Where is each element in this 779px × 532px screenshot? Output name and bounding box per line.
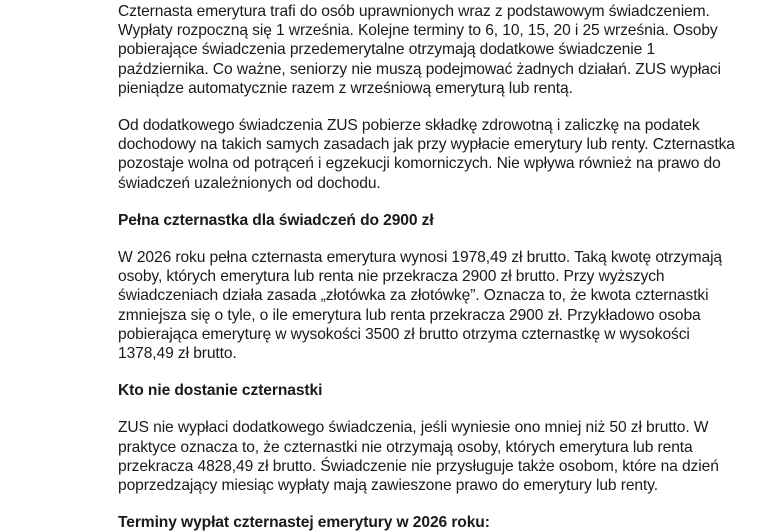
text-line: października. Co ważne, seniorzy nie muszą podejmować żadnych działań. ZUS wypłaci [118,60,721,78]
text-line: Wypłaty rozpoczną się 1 września. Kolejne terminy to 6, 10, 15, 20 i 25 września. Osoby [118,22,718,40]
text-line: przekracza 4828,49 zł brutto. Świadczenie nie przysługuje także osobom, które na dzień [118,457,719,475]
text-line: poprzedzający miesiąc wypłaty mają zawieszone prawo do emerytury lub renty. [118,477,658,495]
text-line: praktyce oznacza to, że czternastki nie otrzymają osoby, których emerytura lub renta [118,438,693,456]
text-line: dochodowy na takich samych zasadach jak przy wypłacie emerytury lub renty. Czternastka [118,136,735,154]
text-line: zmniejsza się o tyle, o ile emerytura lub renta przekracza 2900 zł. Przykładowo osoba [118,306,701,324]
text-line: pieniądze automatycznie razem z wrześniową emeryturą lub rentą. [118,79,573,97]
article-body [118,2,735,532]
text-line: Czternasta emerytura trafi do osób uprawnionych wraz z podstawowym świadczeniem. [118,3,710,20]
paragraph-deductions [118,116,735,193]
paragraph-payment-dates [118,2,721,98]
text-line: pobierające świadczenia przedemerytalne otrzymają dodatkowe świadczenie 1 [118,41,656,59]
text-line: W 2026 roku pełna czternasta emerytura wynosi 1978,49 zł brutto. Taką kwotę otrzymają [118,249,723,267]
text-line: świadczeń uzależnionych od dochodu. [118,174,381,192]
section-heading-payment-schedule: Terminy wypłat czternastej emerytury w 2026 roku: [118,514,490,532]
text-line: ZUS nie wypłaci dodatkowego świadczenia, jeśli wyniesie ono mniej niż 50 zł brutto. W [118,419,709,437]
section-heading-not-eligible: Kto nie dostanie czternastki [118,382,323,400]
text-line: 1378,49 zł brutto. [118,345,237,363]
paragraph-full-amount [118,248,723,363]
text-line: osoby, których emerytura lub renta nie przekracza 2900 zł brutto. Przy wyższych [118,268,665,286]
paragraph-not-eligible [118,418,718,495]
text-line: pobierająca emeryturę w wysokości 3500 zł brutto otrzyma czternastkę w wysokości [118,325,690,343]
text-line: świadczeniach działa zasada „złotówka za złotówkę”. Oznacza to, że kwota czternastki [118,287,709,305]
section-heading-full-amount: Pełna czternastka dla świadczeń do 2900 zł [118,211,434,229]
text-line: Od dodatkowego świadczenia ZUS pobierze składkę zdrowotną i zaliczkę na podatek [118,117,700,135]
text-line: pozostaje wolna od potrąceń i egzekucji komorniczych. Nie wpływa również na prawo do [118,155,721,173]
